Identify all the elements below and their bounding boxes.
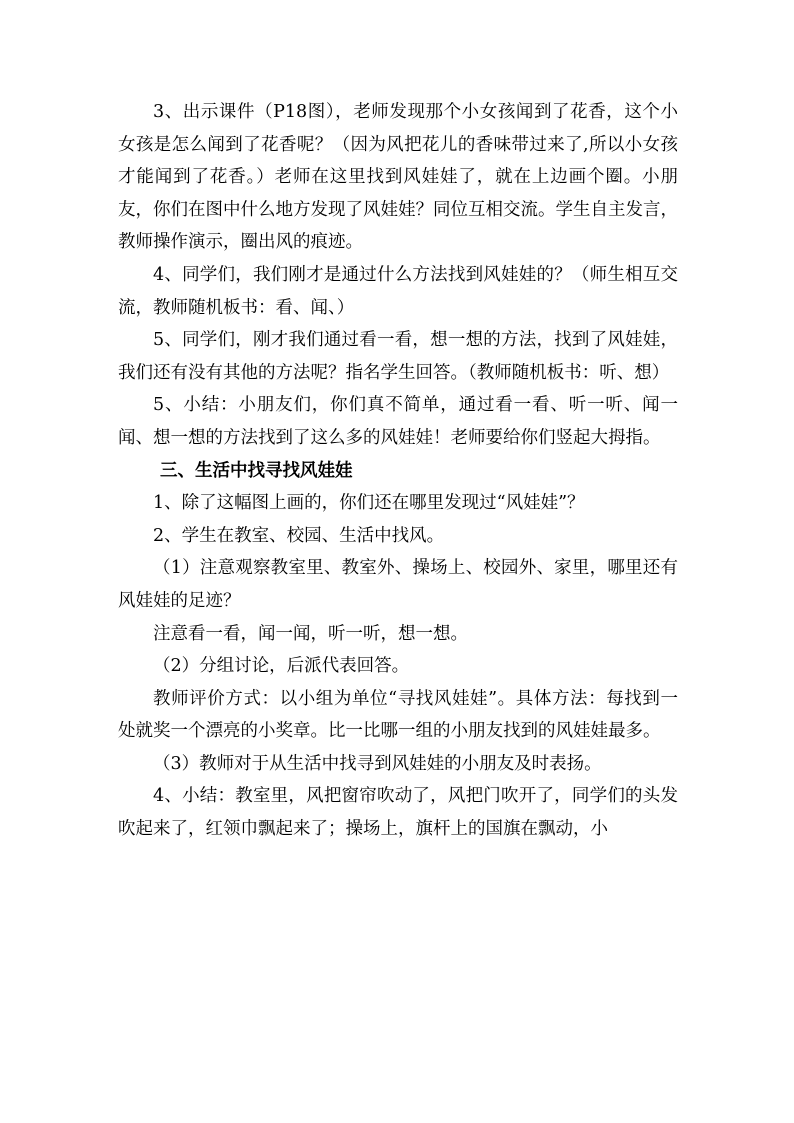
section-paragraph-6: 教师评价方式：以小组为单位“寻找风娃娃”。具体方法：每找到一处就奖一个漂亮的小奖章。比一比哪一组的小朋友找到的风娃娃最多。 (118, 688, 678, 742)
document-body (118, 96, 678, 846)
section-paragraph-5: （2）分组讨论，后派代表回答。 (153, 656, 410, 677)
section-paragraph-7: （3）教师对于从生活中找寻到风娃娃的小朋友及时表扬。 (153, 753, 602, 774)
section-paragraph-2: 2、学生在教室、校园、生活中找风。 (153, 525, 445, 546)
section-paragraph-8: 4、小结：教室里，风把窗帘吹动了，风把门吹开了，同学们的头发吹起来了，红领巾飘起来了；操场上，旗杆上的国旗在飘动，小 (118, 786, 678, 840)
paragraph-step-5: 5、同学们，刚才我们通过看一看，想一想的方法，找到了风娃娃，我们还有没有其他的方法呢？指名学生回答。（教师随机板书：听、想） (118, 330, 678, 383)
section-paragraph-1: 1、除了这幅图上画的，你们还在哪里发现过“风娃娃”？ (153, 493, 585, 514)
paragraph-summary: 5、小结：小朋友们，你们真不简单，通过看一看、听一听、闻一闻、想一想的方法找到了这么多的风娃娃！老师要给你们竖起大拇指。 (118, 395, 678, 448)
section-paragraph-3: （1）注意观察教室里、教室外、操场上、校园外、家里，哪里还有风娃娃的足迹？ (118, 558, 678, 611)
section-heading: 三、生活中找寻找风娃娃 (160, 460, 353, 481)
section-paragraph-4: 注意看一看，闻一闻，听一听，想一想。 (153, 623, 468, 644)
paragraph-step-4: 4、同学们，我们刚才是通过什么方法找到风娃娃的？（师生相互交流，教师随机板书：看、闻、） (118, 264, 678, 318)
paragraph-step-3: 3、出示课件（P18图），老师发现那个小女孩闻到了花香，这个小女孩是怎么闻到了花香呢？（因为风把花儿的香味带过来了,所以小女孩才能闻到了花香。）老师在这里找到风娃娃了，就在上边画个圈。小朋友，你们在图中什么地方发现了风娃娃？同位互相交流。学生自主发言，教师操作演示，圈出风的痕迹。 (118, 102, 678, 253)
